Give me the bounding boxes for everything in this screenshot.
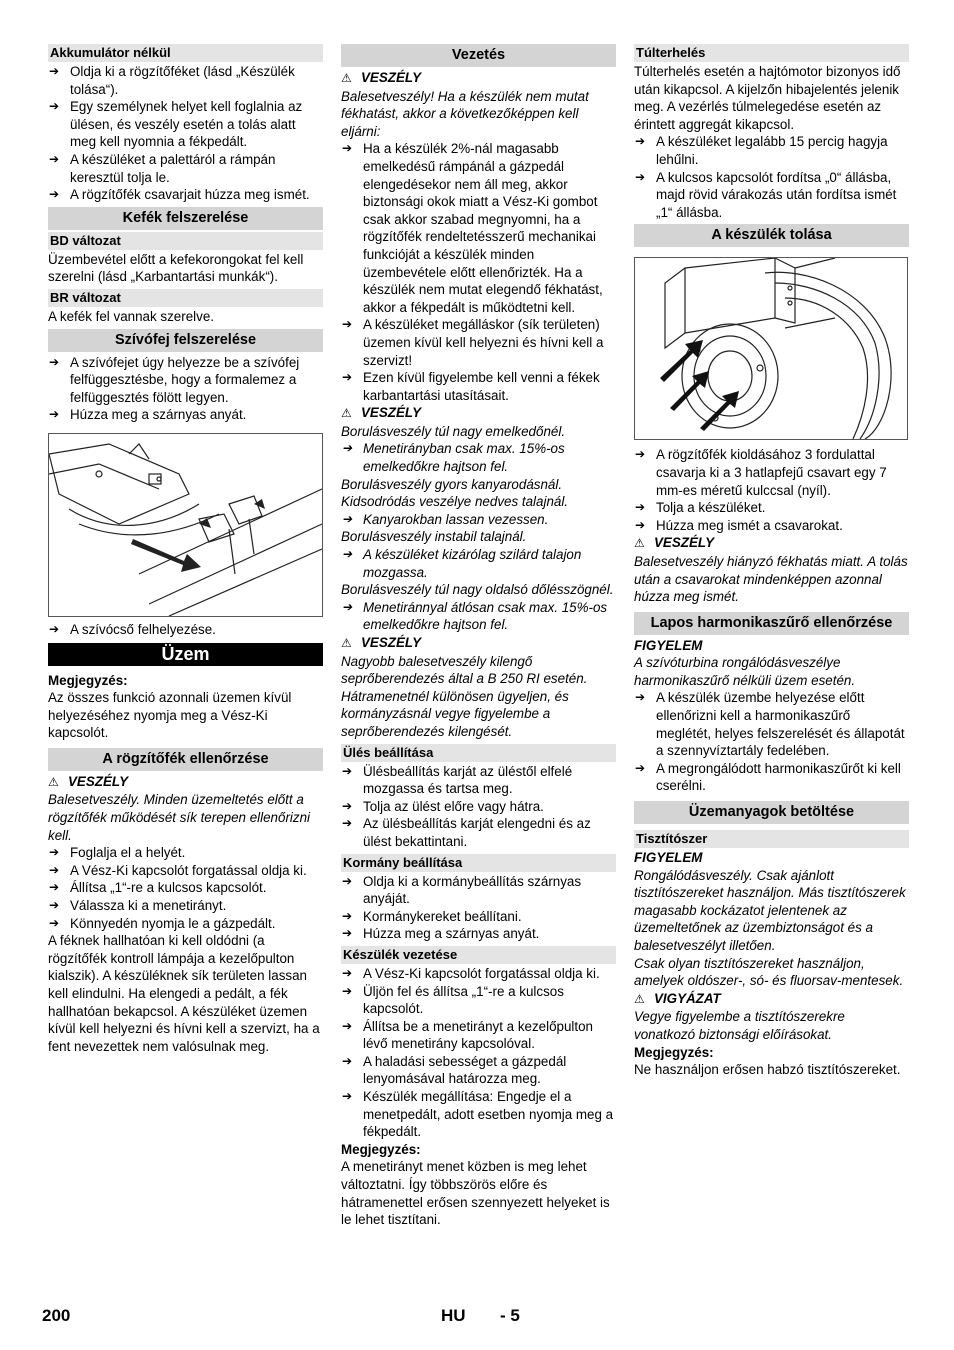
- step-text: Ülésbeállítás karját az üléstől elfelé mozgassa és tartsa meg.: [363, 763, 573, 797]
- step-item: [48, 151, 323, 186]
- step-item: [341, 763, 616, 798]
- arrow-right-icon: ➔: [342, 873, 353, 888]
- warning-triangle-icon: ⚠: [341, 406, 352, 421]
- step-text: Könnyedén nyomja le a gázpedált.: [70, 915, 276, 931]
- arrow-right-icon: ➔: [49, 99, 60, 114]
- danger-text: Borulásveszély túl nagy emelkedőnél.: [341, 423, 566, 439]
- arrow-right-icon: ➔: [635, 760, 646, 775]
- arrow-right-icon: ➔: [342, 983, 353, 998]
- step-text: A Vész-Ki kapcsolót forgatással oldja ki.: [363, 965, 600, 981]
- step-text: A készüléket megálláskor (sík területen) üzemen kívül kell helyezni és hívni kell a szervizt!: [363, 317, 604, 368]
- step-text: Az ülésbeállítás karját elengedni és az ülést bekattintani.: [363, 816, 591, 849]
- page-number: 200: [42, 1306, 71, 1325]
- step-text: Oldja ki a rögzítőféket (lásd „Készülék tolása“).: [70, 64, 295, 97]
- warning-triangle-icon: ⚠: [48, 774, 59, 789]
- arrow-right-icon: ➔: [342, 1053, 353, 1068]
- chapter-heading-szivofej: Szívófej felszerelése: [48, 329, 323, 352]
- step-item: [48, 879, 323, 897]
- section-heading-bd: BD változat: [48, 232, 323, 250]
- warning-triangle-icon: ⚠: [341, 71, 352, 85]
- step-item: [48, 186, 323, 204]
- warning-triangle-icon: ⚠: [634, 991, 645, 1006]
- arrow-right-icon: ➔: [635, 690, 646, 705]
- arrow-right-icon: ➔: [342, 908, 353, 923]
- section-heading-tulterheles: Túlterhelés: [634, 44, 909, 62]
- language-code: HU: [441, 1306, 466, 1325]
- arrow-right-icon: ➔: [342, 1089, 353, 1104]
- step-item: [341, 815, 616, 850]
- step-text: Állítsa „1“-re a kulcsos kapcsolót.: [70, 880, 267, 896]
- step-item: [341, 1018, 616, 1053]
- step-item: [341, 965, 616, 983]
- step-item: [634, 169, 909, 222]
- step-text: Készülék megállítása: Engedje el a menetpedált, adott esetben nyomja meg a fékpedált.: [363, 1089, 614, 1140]
- step-list-tolas: [634, 446, 909, 534]
- step-text: Oldja ki a kormánybeállítás szárnyas anyáját.: [363, 873, 582, 907]
- step-list-akku: [48, 63, 323, 204]
- brake-release-illustration: [634, 257, 908, 440]
- step-item: [341, 1053, 616, 1088]
- step-text: Kormánykereket beállítani.: [363, 908, 522, 924]
- danger-text: Borulásveszély instabil talajnál.: [341, 529, 527, 545]
- step-text: A rögzítőfék csavarjait húzza meg ismét.: [70, 187, 310, 203]
- warning-text: Vegye figyelembe a tisztítószerekre vonatkozó biztonsági előírásokat.: [634, 1009, 845, 1042]
- step-item: [341, 925, 616, 943]
- arrow-right-icon: ➔: [635, 517, 646, 532]
- note-label: Megjegyzés:: [634, 1044, 714, 1060]
- step-text: Tolja a készüléket.: [656, 500, 766, 516]
- step-item: [341, 316, 616, 369]
- section-heading-akkumulator: Akkumulátor nélkül: [48, 44, 323, 62]
- arrow-right-icon: ➔: [342, 141, 353, 156]
- danger-label: ⚠ VESZÉLY: [48, 773, 323, 792]
- step-text: A készülék üzembe helyezése előtt ellenőrizni kell a harmonikaszűrő meglétét, helyes felszerelését és állapotát a szennyvíztartály fedelében.: [656, 690, 905, 759]
- danger-text: Nagyobb balesetveszély kilengő seprőberendezés által a B 250 RI esetén. Hátramenetnél különösen ügyeljen, és kormányzásnál vegye figyelembe a seprőberendezés kilengését.: [341, 653, 588, 739]
- step-text: A Vész-Ki kapcsolót forgatással oldja ki.: [70, 862, 307, 878]
- arrow-right-icon: ➔: [342, 370, 353, 385]
- danger-label: ⚠ VESZÉLY: [341, 69, 616, 88]
- chapter-heading-tolas: A készülék tolása: [634, 224, 909, 247]
- danger-label: ⚠ VESZÉLY: [341, 404, 616, 423]
- arrow-right-icon: ➔: [342, 816, 353, 831]
- step-text: Húzza meg a szárnyas anyát.: [70, 407, 247, 423]
- step-item: [341, 369, 616, 404]
- danger-label: ⚠ VESZÉLY: [341, 634, 616, 653]
- danger-step: ➔ A készüléket kizárólag szilárd talajon mozgassa.: [342, 547, 582, 580]
- caution-text: Csak olyan tisztítószereket használjon, amelyek oldószer-, só- és fluorsav-mentesek.: [634, 955, 904, 989]
- chapter-heading-lapos-szuro: Lapos harmonikaszűrő ellenőrzése: [634, 612, 909, 635]
- rogzitofek-result: A féknek hallhatóan ki kell oldódni (a rögzítőfék kontroll lámpája a kezelőpulton kialszik). A készüléknek sík területen lassan kell elindulni. Ha elengedi a pedált, a fék hallhatóan bekapcsol. A készüléket üzemen kívül kell helyezni és hívni kell a szervizt, ha a fent nevezettek nem valósulnak meg.: [48, 933, 320, 1054]
- step-list-tulterheles: [634, 133, 909, 221]
- arrow-right-icon: ➔: [342, 1018, 353, 1033]
- caution-text: Rongálódásveszély. Csak ajánlott tisztítószereket használjon. Más tisztítószerek magasabb kockázatot jelentenek az üzemeltetőnek az üzembiztonságot és a balesetveszélyt illetően.: [634, 867, 906, 953]
- section-heading-ules: Ülés beállítása: [341, 744, 616, 762]
- column-left: [48, 44, 323, 1055]
- arrow-right-icon: ➔: [635, 134, 646, 149]
- arrow-right-icon: ➔: [342, 926, 353, 941]
- caution-text: A szívóturbina rongálódásveszélye harmonikaszűrő nélküli üzem esetén.: [634, 655, 856, 688]
- br-text: A kefék fel vannak szerelve.: [48, 308, 214, 324]
- arrow-right-icon: ➔: [635, 447, 646, 462]
- arrow-right-icon: ➔: [342, 317, 353, 332]
- squeegee-illustration: [48, 433, 323, 617]
- caution-label: FIGYELEM: [634, 850, 703, 866]
- arrow-right-icon: ➔: [342, 763, 353, 778]
- step-text: Egy személynek helyet kell foglalnia az ülésen, és veszély esetén a tolás alatt meg kell nyomnia a fékpedált.: [70, 99, 303, 150]
- step-list-lapos-szuro: [634, 689, 909, 795]
- arrow-right-icon: ➔: [342, 798, 353, 813]
- chapter-heading-kefek: Kefék felszerelése: [48, 207, 323, 230]
- arrow-right-icon: ➔: [49, 187, 60, 202]
- step-text: Ha a készülék 2%-nál magasabb emelkedésű rámpánál a gázpedál elengedésekor nem áll meg, akkor biztonsági okok miatt a Vész-Ki gombot csak akkor szabad megnyomni, ha a rögzítőfék rendeltetésszerű mechanikai funkcióját a készülék minden üzembevétele előtt ellenőrizték. Ha a készülék nem mutat elegendő fékhatást, akkor a fékpedált is működtetni kell.: [363, 141, 603, 315]
- step-text: A készüléket a palettáról a rámpán keresztül tolja le.: [70, 151, 276, 185]
- step-list-vezetes: [341, 140, 616, 404]
- danger-text: Balesetveszély! Ha a készülék nem mutat fékhatást, akkor a következőképpen kell eljárni:: [341, 88, 589, 139]
- chapter-heading-vezetes: Vezetés: [341, 44, 616, 67]
- note-label: Megjegyzés:: [341, 1141, 421, 1157]
- warning-triangle-icon: ⚠: [341, 636, 352, 650]
- step-item: [341, 140, 616, 316]
- step-text: Húzza meg ismét a csavarokat.: [656, 517, 843, 533]
- warning-triangle-icon: ⚠: [634, 536, 645, 551]
- arrow-right-icon: ➔: [49, 915, 60, 930]
- step-text: Válassza ki a menetirányt.: [70, 898, 227, 914]
- step-item: [48, 406, 323, 424]
- danger-step: ➔ Menetiránnyal átlósan csak max. 15%-os emelkedőkre hajtson fel.: [342, 599, 608, 633]
- step-text: A készüléket legalább 15 percig hagyja lehűlni.: [656, 134, 888, 167]
- section-heading-kormany: Kormány beállítása: [341, 854, 616, 872]
- danger-step: ➔ Menetirányban csak max. 15%-os emelkedőkre hajtson fel.: [342, 441, 565, 475]
- step-text: A kulcsos kapcsolót fordítsa „0“ állásba, majd rövid várakozás után fordítsa ismét „1“ állásba.: [656, 169, 897, 220]
- section-heading-br: BR változat: [48, 289, 323, 307]
- chapter-heading-uzem: Üzem: [48, 643, 323, 666]
- note-text: Az összes funkció azonnali üzemen kívül helyezéséhez nyomja meg a Vész-Ki kapcsolót.: [48, 690, 292, 741]
- arrow-right-icon: ➔: [49, 862, 60, 877]
- arrow-right-icon: ➔: [49, 354, 60, 369]
- danger-text: Borulásveszély túl nagy oldalsó dőlésszögnél.: [341, 582, 614, 598]
- note-text: A menetirányt menet közben is meg lehet változtatni. Így többszörös előre és hátramenettel erősen szennyezett helyeket is le lehet tisztítani.: [341, 1159, 610, 1228]
- chapter-heading-uzemanyagok: Üzemanyagok betöltése: [634, 801, 909, 824]
- bd-text: Üzembevétel előtt a kefekorongokat fel kell szerelni (lásd „Karbantartási munkák“).: [48, 251, 304, 285]
- step-item: [48, 897, 323, 915]
- step-text: Foglalja el a helyét.: [70, 845, 186, 861]
- step-text: A haladási sebességet a gázpedál lenyomásával határozza meg.: [363, 1053, 567, 1087]
- arrow-right-icon: ➔: [635, 169, 646, 184]
- note-text: Ne használjon erősen habzó tisztítószereket.: [634, 1062, 901, 1078]
- step-text: Állítsa be a menetirányt a kezelőpulton lévő menetirány kapcsolóval.: [363, 1018, 594, 1052]
- step-item: [341, 983, 616, 1018]
- arrow-right-icon: ➔: [49, 880, 60, 895]
- step-text: Üljön fel és állítsa „1“-re a kulcsos kapcsolót.: [363, 983, 564, 1017]
- step-list-ules: [341, 763, 616, 851]
- chapter-heading-rogzitofek: A rögzítőfék ellenőrzése: [48, 748, 323, 771]
- step-item: [634, 517, 909, 535]
- step-list-keszulek-vezetese: [341, 965, 616, 1141]
- step-item: [341, 873, 616, 908]
- step-text: Húzza meg a szárnyas anyát.: [363, 926, 540, 942]
- arrow-right-icon: ➔: [49, 898, 60, 913]
- motor-drawing: [635, 258, 907, 439]
- danger-text: Borulásveszély gyors kanyarodásnál. Kidsodródás veszélye nedves talajnál.: [341, 476, 569, 510]
- section-heading-tisztitoszer: Tisztítószer: [634, 830, 909, 848]
- arrow-right-icon: ➔: [49, 407, 60, 422]
- arrow-right-icon: ➔: [49, 64, 60, 78]
- step-item: [48, 354, 323, 407]
- step-item: [634, 760, 909, 795]
- column-middle: [341, 44, 616, 1229]
- note-label: Megjegyzés:: [48, 672, 128, 688]
- step-text: A szívófejet úgy helyezze be a szívófej felfüggesztésbe, hogy a formalemez a felfüggesztés fölött legyen.: [70, 354, 300, 405]
- danger-label: ⚠ VESZÉLY: [634, 534, 909, 553]
- danger-text: Balesetveszély hiányzó fékhatás miatt. A tolás után a csavarokat mindenképpen azonnal húzza meg ismét.: [634, 553, 908, 605]
- caution-label: FIGYELEM: [634, 637, 703, 653]
- step-text: A rögzítőfék kioldásához 3 fordulattal csavarja ki a 3 hatlapfejű csavart egy 7 mm-es méretű kulccsal (nyíl).: [656, 447, 887, 498]
- section-heading-keszulek-vezetese: Készülék vezetése: [341, 946, 616, 964]
- step-item: [634, 689, 909, 759]
- squeegee-drawing: [49, 434, 322, 616]
- step-item: [48, 862, 323, 880]
- arrow-right-icon: ➔: [635, 500, 646, 515]
- step-item: [48, 63, 323, 98]
- step-item: [634, 133, 909, 168]
- step-item: [634, 446, 909, 499]
- step-item: [48, 915, 323, 933]
- warning-label: ⚠ VIGYÁZAT: [634, 990, 909, 1009]
- step-item: [341, 908, 616, 926]
- step-item: [341, 798, 616, 816]
- tulterheles-text: Túlterhelés esetén a hajtómotor bizonyos idő után kikapcsol. A kijelzőn hibajelentés jelenik meg. A vezérlés túlmelegedése esetén az érintett aggregát kikapcsol.: [634, 64, 901, 132]
- step-item: [341, 1088, 616, 1141]
- arrow-right-icon: ➔: [49, 845, 60, 860]
- step-item: [634, 499, 909, 517]
- step-text: Tolja az ülést előre vagy hátra.: [363, 798, 544, 814]
- column-right: [634, 44, 909, 1079]
- step-list-szivofej: [48, 354, 323, 424]
- danger-text: Balesetveszély. Minden üzemeltetés előtt a rögzítőfék működését sík terepen ellenőrizni kell.: [48, 792, 311, 843]
- arrow-right-icon: ➔: [49, 151, 60, 166]
- danger-step: ➔ Kanyarokban lassan vezessen.: [342, 511, 549, 527]
- step-szivocso: ➔ A szívócső felhelyezése.: [49, 621, 216, 637]
- section-page-number: - 5: [500, 1306, 520, 1325]
- arrow-right-icon: ➔: [342, 965, 353, 980]
- step-text: A megrongálódott harmonikaszűrőt ki kell cserélni.: [656, 760, 901, 794]
- step-list-kormany: [341, 873, 616, 943]
- step-list-rogzitofek: [48, 844, 323, 932]
- step-item: [48, 844, 323, 862]
- step-item: [48, 98, 323, 151]
- step-text: Ezen kívül figyelembe kell venni a fékek karbantartási utasításait.: [363, 370, 600, 403]
